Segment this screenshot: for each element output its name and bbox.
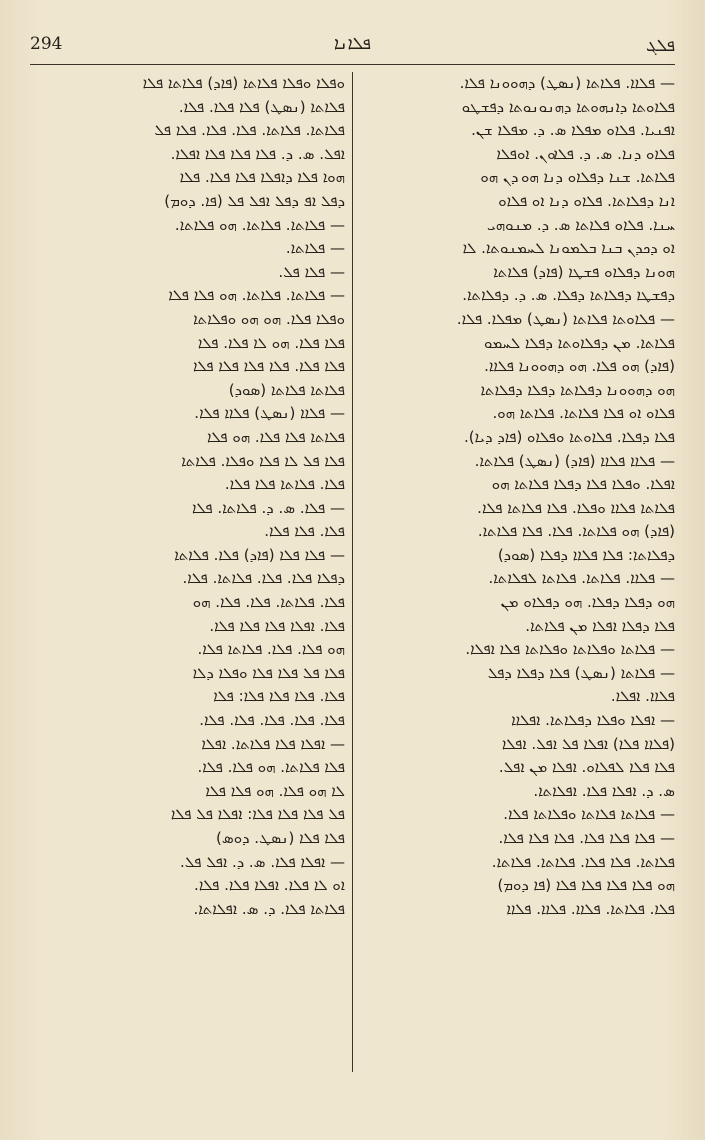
text-line: — ܦܠܐܘܬܐ ܦܠܐܬܐ (ܢܣܛ) ܡܦܠܐ. ܦܠܐ. — [456, 309, 675, 328]
text-line: ܦܠܐ. ܦܠܐ ܦܠܐ ܦܠܐ: ܦܠܐ — [213, 687, 345, 706]
text-line: — ܦܠܐܬܐ. — [285, 239, 345, 258]
text-line: ܕܦܫܛܐ ܕܦܠܐܬܐ ܕܦܠܐ. ܣ. ܕ. ܕܦܠܐܬܐ. — [462, 286, 675, 305]
text-line: ܦܠܐܬܐ. ܫܢܐ ܕܦܠܐܘ ܕܢܐ ܗܘ ܕܢ ܗܘ — [480, 168, 675, 187]
text-line: — ܦܠܐܐ ܦܠܐܐ (ܦܐܕ) (ܢܣܛ) ܦܠܐܬܐ. — [474, 451, 675, 470]
text-line: ܗܘ ܦܠܐ ܦܠܐ ܦܠܐ ܦܠܐ (ܦܐ ܕܘܡ) — [497, 876, 675, 895]
text-line: — ܦܠܐܬܐ (ܢܣܛ) ܦܠܐ ܕܦܠܐ ܕܦܠ — [487, 663, 675, 682]
text-line: ܗܘܐ ܦܠܐ ܕܐܦܠܐ ܦܠܐ ܦܠܐ. ܦܠܐ — [179, 168, 345, 187]
text-line: ܐܦܠ. ܣ. ܕ. ܦܠܐ ܦܠܐ ܦܠܐ ܐܦܠܐ. — [170, 144, 345, 163]
text-line: ܗܘ ܕܦܠܐ ܕܦܠܐ. ܗܘ ܕܦܠܐܘ ܡܢ — [500, 593, 675, 612]
text-line: ܦܠܐܬܐ ܦܠܐܬܐ (ܣܘܕ) — [228, 380, 345, 399]
text-line: ܣ. ܕ. ܐܦܠܐ ܦܠܐ. ܐܦܠܐܬܐ. — [533, 781, 675, 800]
text-line: — ܐܦܠܐ ܘܦܠܐ ܕܦܠܐܬܐ. ܐܦܠܐܐ — [511, 711, 675, 730]
text-line: (ܦܐܕ) ܗܘ ܦܠܐܬܐ. ܦܠܐ. ܦܠܐ ܦܠܐܬܐ. — [477, 522, 675, 541]
text-line: — ܦܠܐܬܐ ܘܦܠܐܬܐ ܘܦܠܐܬܐ ܦܠܐ ܐܦܠܐ. — [465, 640, 675, 659]
page-header — [30, 34, 675, 60]
text-line: — ܦܠܐ ܦܠܐ (ܦܐܕ) ܦܠܐ. ܦܠܐܬܐ — [174, 545, 345, 564]
text-line: — ܦܠܐܬܐ. ܦܠܐܬܐ. ܗܘ ܦܠܐ ܦܠܐ — [168, 286, 345, 305]
text-line: ܦܠܐ ܦܠ ܠܐ ܦܠܐ ܘܦܠܐ. ܦܠܐܬܐ — [181, 451, 345, 470]
text-line: ܦܠܐ. ܦܠܐܬܐ. ܦܠܐ. ܦܠܐ. ܗܘ — [192, 593, 345, 612]
text-line: ܐܘ ܠܐ ܦܠܐ. ܐܦܠܐ ܦܠܐ. ܦܠܐ. — [194, 876, 345, 895]
text-line: ܕܦܠ ܐܦ ܕܦܠ ܐܦܠ ܦܠ (ܦܐ. ܕܘܡ) — [164, 191, 345, 210]
catchword: ܦܠܓ — [645, 36, 675, 56]
text-line: ܠܐ ܗܘ ܦܠܐ. ܗܘ ܦܠܐ ܦܠܐ — [205, 781, 345, 800]
text-line: ܦܠܐ. ܐܦܠܐ ܦܠܐ ܦܠܐ ܦܠܐ. — [209, 616, 345, 635]
text-line: ܦܠܐܬܐ ܦܠܐܐ ܘܦܠܐ. ܦܠܐ ܦܠܐܬܐ ܦܠܐ. — [477, 498, 675, 517]
text-line: ܦܠܐ ܕܦܠܐ ܐܦܠܐ ܡܢ ܦܠܐܬܐ. — [525, 616, 675, 635]
text-line: ܦܠܐ. ܦܠܐܬܐ. ܦܠܐܐ. ܦܠܐܐ. ܦܠܐܐ — [506, 899, 675, 918]
text-line: ܦܠܐ ܦܠܐ (ܢܣܛ. ܕܘܣ) — [215, 829, 345, 847]
column-divider — [352, 72, 353, 1072]
text-line: (ܦܠܐܐ ܦܠܐ) ܐܦܠܐ ܦܠ ܐܦܠ. ܐܦܠܐ — [501, 734, 675, 753]
text-line: — ܐܦܠܐ ܦܠܐ ܦܠܐܬܐ. ܐܦܠܐ — [201, 734, 345, 753]
text-line: — ܐܦܠܐ ܦܠܐ. ܣ. ܕ. ܐܦܠ ܦܠ. — [179, 852, 345, 871]
text-line: ܗܘ ܦܠܐ. ܦܠܐ. ܦܠܐܬܐ ܦܠܐ. — [197, 640, 345, 659]
text-line: — ܦܠܐ. ܣ. ܕ. ܦܠܐܬܐ. ܦܠܐ — [191, 498, 345, 517]
text-line: ܦܠܐ. ܦܠܐ. ܦܠܐ. ܦܠܐ. ܦܠܐ. — [199, 711, 345, 730]
text-line: ܦܠ ܦܠܐ ܦܠܐ ܦܠܐ: ܐܦܠܐ ܦܠ ܦܠܐ — [170, 805, 345, 824]
text-line: — ܦܠܐ ܦܠܐ ܦܠܐ. ܦܠܐ ܦܠܐ ܦܠܐ. — [498, 829, 675, 847]
text-line: — ܦܠܐܬܐ ܦܠܐܬܐ ܘܦܠܐܬܐ ܦܠܐ. — [503, 805, 675, 824]
text-line: ܦܠܐܘܬܐ ܕܐܢܗܘܬܐ ܕܗܢܘܢܘܬܐ ܕܦܫܛܘ — [461, 97, 675, 116]
text-line: ܦܠܐ ܦܠܐ. ܦܠܐ ܦܠܐ ܦܠܐ ܦܠܐ — [193, 357, 345, 376]
page-number: 294 — [30, 34, 63, 54]
right-column — [360, 72, 675, 1072]
text-line: — ܦܠܐ ܦܠ. — [278, 262, 345, 281]
text-line: (ܦܐܕ) ܗܘ ܦܠܐ. ܗܘ ܕܗܘܘܢܐ ܦܠܐܐ. — [484, 357, 675, 376]
text-line: ܦܠܐ ܦܠܐ ܠܦܠܐܘ. ܐܦܠܐ ܡܢ ܐܦܠ. — [498, 758, 675, 777]
text-line: ܗܘ ܕܗܘܘܢܐ ܕܦܠܐܬܐ ܕܦܠܐ ܕܦܠܐܬܐ — [480, 380, 675, 399]
text-line: ܐܦܢܝܐ. ܦܠܐܘ ܡܦܠܐ ܣ. ܕ. ܡܦܠܐ ܫܢ. — [471, 121, 675, 140]
text-line: ܦܠܐܘ ܕܢܐ. ܣ. ܕ. ܦܠܐܘܢ. ܐܘܦܠܐ — [496, 144, 675, 163]
text-line: ܦܠܐ ܦܠܐܬܐ. ܗܘ ܦܠܐ. ܦܠܐ. — [197, 758, 345, 777]
header-rule — [30, 64, 675, 65]
text-line: ܘܦܠܐ ܦܠܐ. ܗܘ ܗܘ ܘܦܠܐܬܐ — [193, 309, 345, 328]
left-column — [30, 72, 345, 1072]
text-line: — ܦܠܐܬܐ. ܦܠܐܬܐ. ܗܘ ܦܠܐܬܐ. — [174, 215, 345, 234]
text-line: — ܦܠܐܐ. ܦܠܐܬܐ. ܦܠܐܬܐ ܠܦܠܐܬܐ. — [488, 569, 675, 588]
running-head: ܦܠܐܢܐ — [334, 34, 371, 54]
text-line: ܐܘ ܕܟܕܢ ܒܢܐ ܒܠܡܘܢܐ ܠܚܡܢܘܬܐ. ܠܐ — [462, 239, 675, 258]
text-line: ܘܦܠܐ ܘܦܠܐ ܦܠܐܬܐ (ܦܐܕ) ܦܠܐܬܐ ܦܠܐ — [142, 74, 345, 92]
text-line: ܚܢܐ. ܦܠܐܘ ܦܠܐܬܐ ܣ. ܕ. ܡܢܘܗܝ — [487, 215, 675, 234]
text-line: ܦܠܐ. ܦܠܐ ܦܠܐ. — [264, 522, 345, 541]
text-line: ܦܠܐ. ܦܠܐܬܐ ܦܠܐ ܦܠܐ. — [224, 475, 345, 494]
text-line: ܦܠܐܬܐ (ܢܣܛ) ܦܠܐ ܦܠܐ. ܦܠܐ. — [178, 97, 345, 116]
text-line: — ܦܠܐܐ. ܦܠܐܬܐ (ܢܣܛ) ܕܗܘܘܢܐ ܦܠܐ. — [459, 74, 675, 92]
text-line: ܕܦܠܐ ܦܠܐ. ܦܠܐ. ܦܠܐܬܐ. ܦܠܐ. — [182, 569, 345, 588]
text-line: ܗܘܢܐ ܕܦܠܐܘ ܦܫܛܐ (ܦܐܕ) ܦܠܐܬܐ — [493, 262, 675, 281]
text-line: ܦܠܐ ܦܠ ܦܠܐ ܦܠܐ ܘܦܠܐ ܕܠܐ — [192, 663, 345, 682]
text-line: ܦܠܐ ܕܦܠܐ. ܦܠܐܘܬܐ ܘܦܠܐܘ (ܦܐܕ ܕܝܐ). — [464, 427, 675, 446]
text-line: ܦܠܐܬܐ ܦܠܐ ܦܠܐ. ܗܘ ܦܠܐ — [207, 427, 345, 446]
text-line: ܦܠܐܐ. ܐܦܠܐ. — [610, 687, 675, 706]
text-line: ܐܢܐ ܕܦܠܐܬܐ. ܦܠܐܘ ܕܢܐ ܐܘ ܦܠܐܘ — [498, 191, 675, 210]
text-line: ܐܦܠܐ. ܘܦܠܐ ܦܠܐ ܕܦܠܐ ܦܠܐܬܐ ܗܘ — [491, 475, 675, 494]
text-line: ܦܠܐܬܐ ܦܠܐ. ܕ. ܣ. ܐܦܠܐܬܐ. — [193, 899, 345, 918]
text-line: ܦܠܐ ܦܠܐ. ܗܘ ܠܐ ܦܠܐ. ܦܠܐ — [197, 333, 345, 352]
text-line: ܕܦܠܐܬܐ: ܦܠܐ ܦܠܐܐ ܕܦܠܐ (ܣܘܕ) — [497, 545, 675, 564]
text-line: ܦܠܐܬܐ. ܦܠܐ ܦܠܐ. ܦܠܐܬܐ. ܦܠܐܬܐ. — [491, 852, 675, 871]
text-line: ܦܠܐܘ ܐܘ ܦܠܐ ܦܠܐܬܐ. ܦܠܐܬܐ ܗܘ. — [492, 404, 675, 423]
text-line: ܦܠܐܬܐ. ܦܠܐܬܐ. ܦܠܐ. ܦܠܐ. ܦܠܐ ܦܠ — [154, 121, 345, 140]
text-line: — ܦܠܐܐ (ܢܣܛ) ܦܠܐܐ ܦܠܐ. — [194, 404, 345, 423]
text-line: ܦܠܐܬܐ. ܡܢ ܕܦܠܐܘܬܐ ܕܦܠܐ ܠܚܡܘ — [484, 333, 675, 352]
